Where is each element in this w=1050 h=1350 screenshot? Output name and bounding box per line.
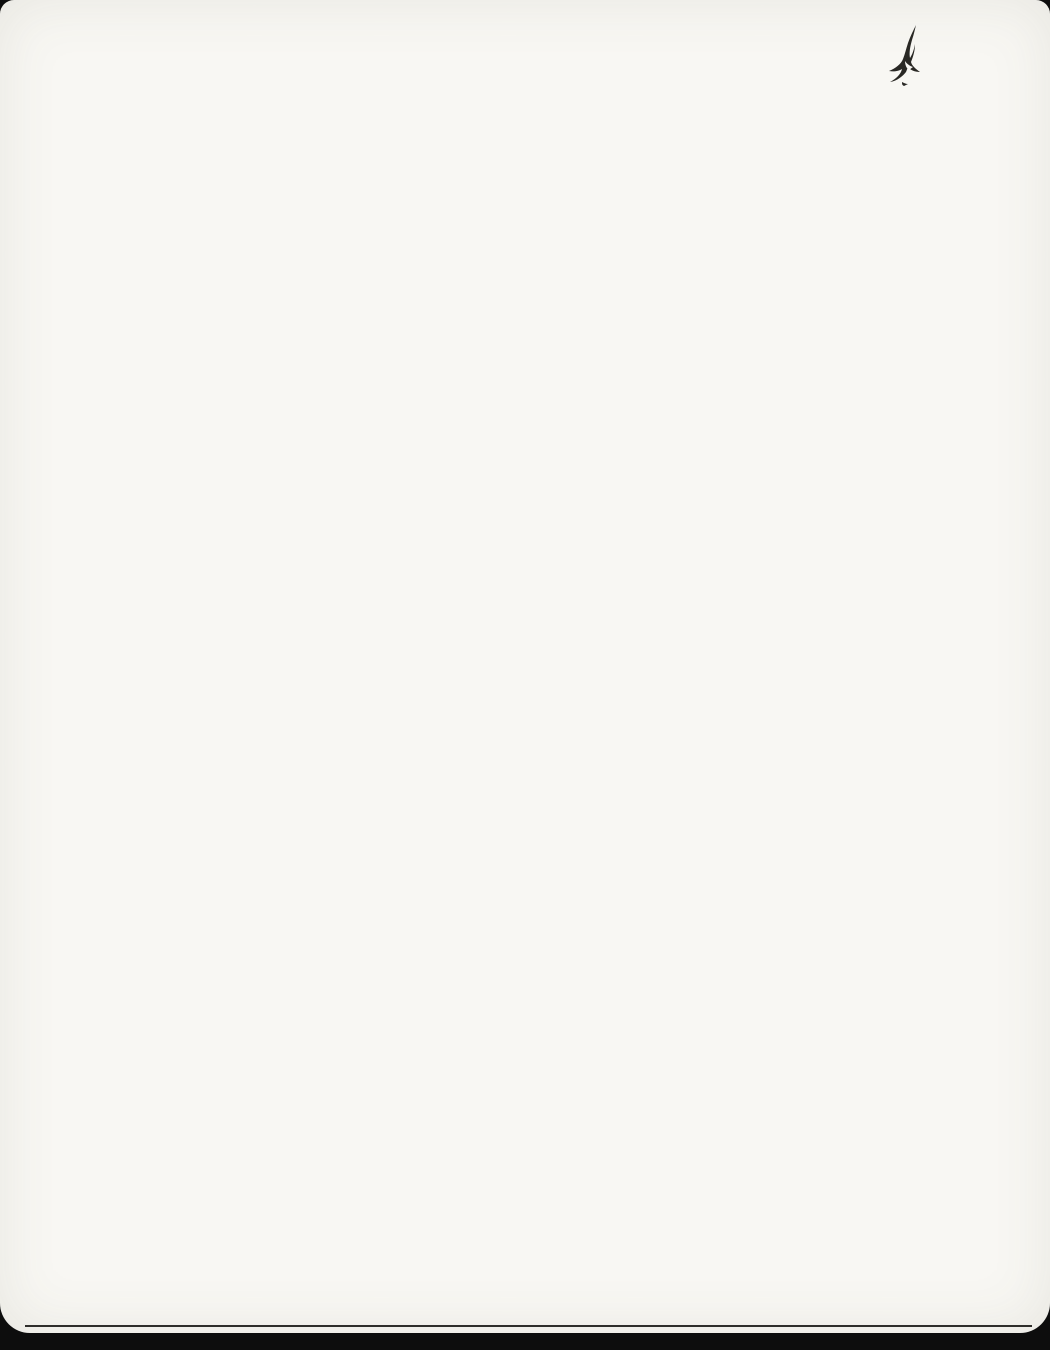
handicap-label-right [802,1148,1022,1188]
handicap-label-left [14,1148,286,1188]
adjust-label-right [802,1228,1022,1268]
net-score-label-left [14,1188,286,1228]
osprey-logo-icon [878,24,932,104]
net-score-label-right [802,1188,1022,1228]
signature-line[interactable] [25,1325,1032,1327]
adjust-label-left [14,1228,286,1268]
